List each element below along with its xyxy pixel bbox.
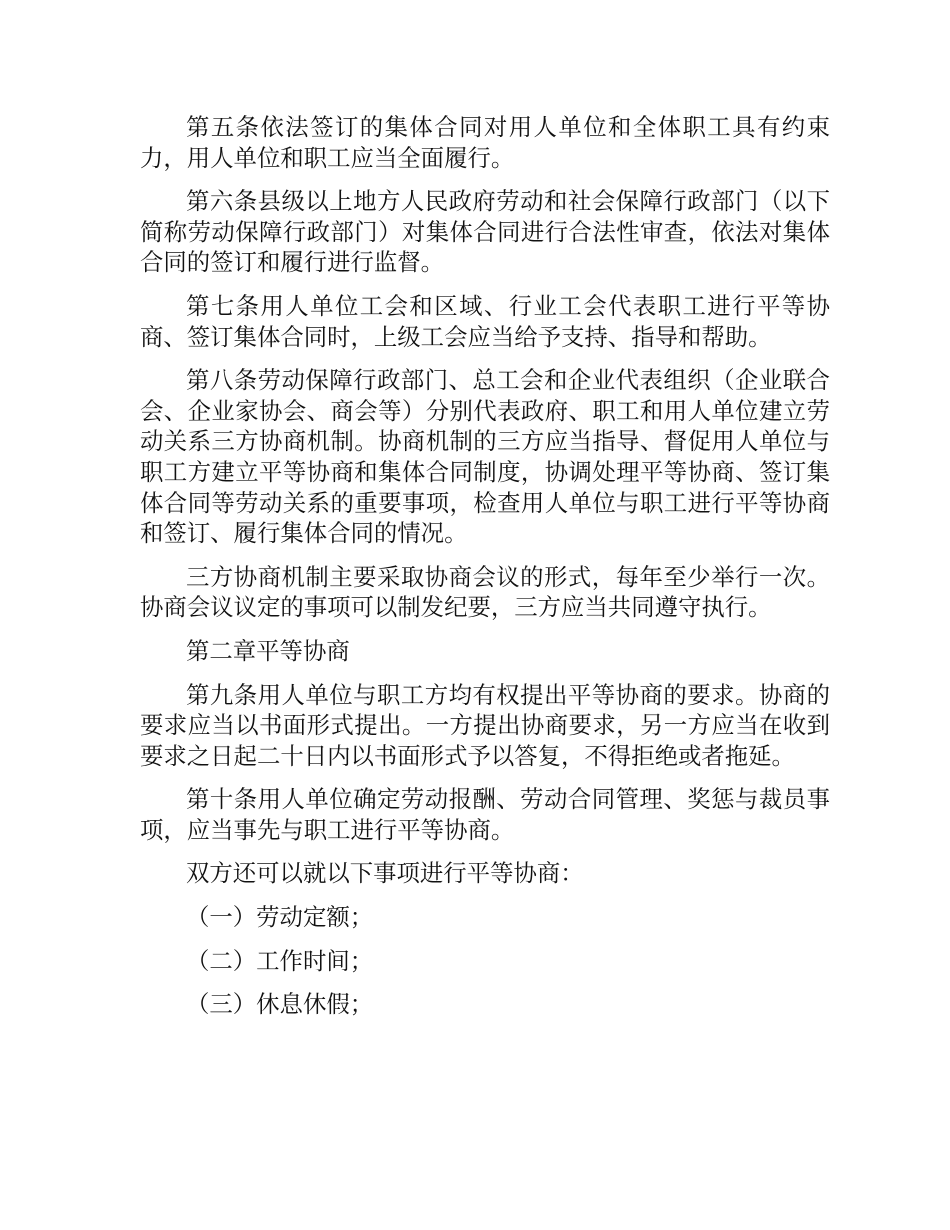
tripartite-meeting-paragraph: 三方协商机制主要采取协商会议的形式，每年至少举行一次。协商会议议定的事项可以制发纪要，三方应当共同遵守执行。 [140, 562, 830, 622]
article-5-paragraph: 第五条依法签订的集体合同对用人单位和全体职工具有约束力，用人单位和职工应当全面履行。 [140, 113, 830, 172]
list-item: （二）工作时间； [186, 946, 374, 975]
article-8-paragraph: 第八条劳动保障行政部门、总工会和企业代表组织（企业联合会、企业家协会、商会等）分别代表政府、职工和用人单位建立劳动关系三方协商机制。协商机制的三方应当指导、督促用人单位与职工方建立平等协商和集体合同制度，协调处理平等协商、签订集体合同等劳动关系的重要事项，检查用人单位与职工进行平等协商和签订、履行集体合同的情况。 [140, 366, 830, 548]
negotiation-items-intro: 双方还可以就以下事项进行平等协商： [186, 859, 584, 888]
document-page [140, 112, 830, 1033]
article-10-paragraph: 第十条用人单位确定劳动报酬、劳动合同管理、奖惩与裁员事项，应当事先与职工进行平等协商。 [140, 785, 830, 844]
list-item: （一）劳动定额； [186, 903, 374, 932]
article-6-paragraph: 第六条县级以上地方人民政府劳动和社会保障行政部门（以下简称劳动保障行政部门）对集体合同进行合法性审查，依法对集体合同的签订和履行进行监督。 [140, 187, 830, 277]
list-item: （三）休息休假； [186, 990, 374, 1019]
article-7-paragraph: 第七条用人单位工会和区域、行业工会代表职工进行平等协商、签订集体合同时，上级工会应当给予支持、指导和帮助。 [140, 291, 830, 351]
chapter-2-heading: 第二章平等协商 [186, 636, 350, 665]
article-9-paragraph: 第九条用人单位与职工方均有权提出平等协商的要求。协商的要求应当以书面形式提出。一方提出协商要求，另一方应当在收到要求之日起二十日内以书面形式予以答复，不得拒绝或者拖延。 [140, 680, 830, 770]
